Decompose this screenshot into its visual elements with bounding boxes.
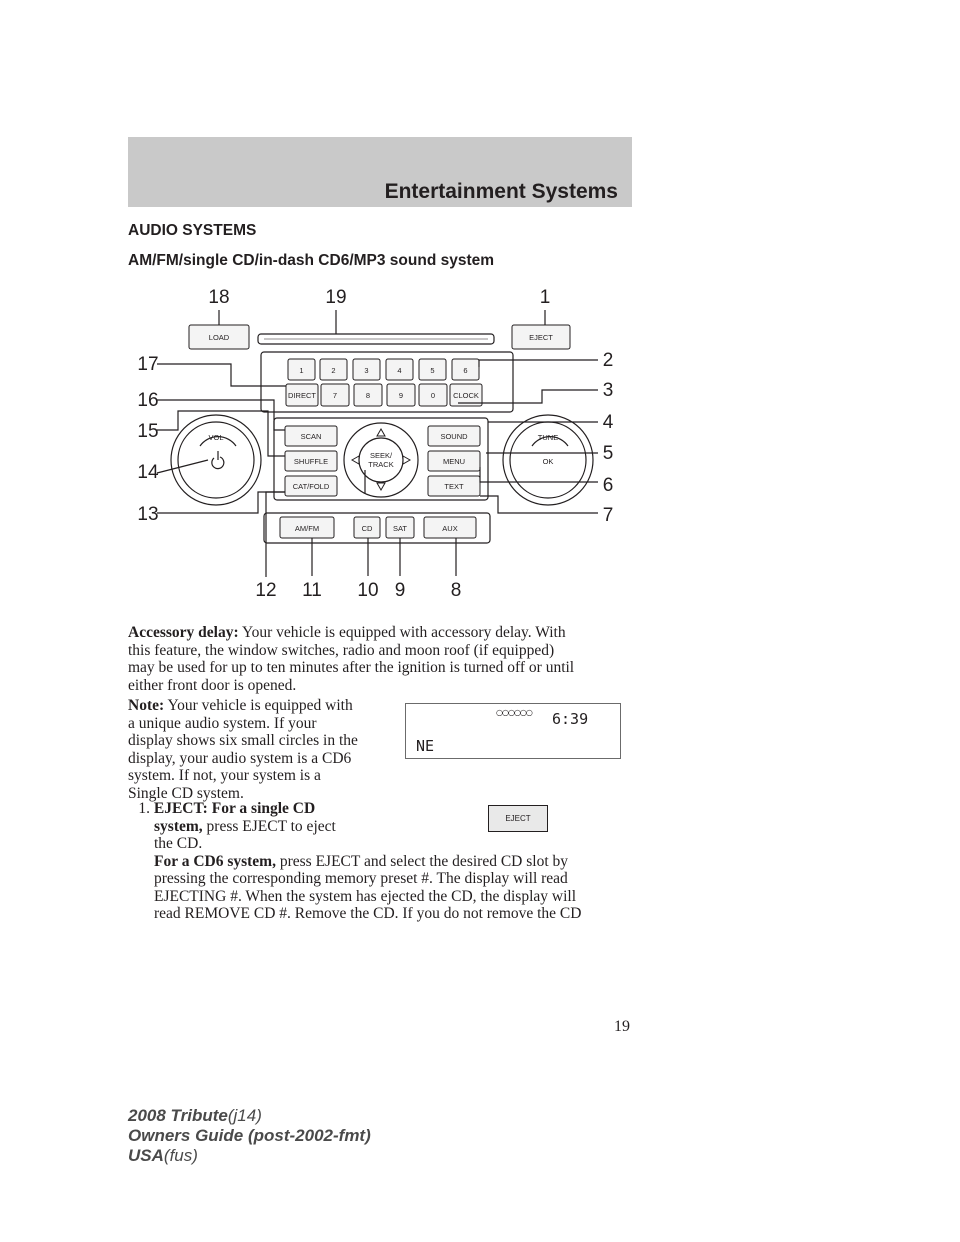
preset-8-button: 8: [365, 391, 371, 400]
cd6-display-figure: [405, 703, 621, 759]
callout-16: 16: [137, 390, 159, 411]
aux-button: AUX: [442, 524, 458, 533]
callout-19: 19: [325, 287, 347, 308]
note-line-4: display, your audio system is a CD6: [128, 749, 352, 767]
direct-button: DIRECT: [288, 391, 316, 400]
seek-down-arrow-icon: [377, 483, 385, 490]
footer-line-1: [128, 1106, 262, 1126]
sat-button: SAT: [392, 524, 408, 533]
callout-15: 15: [137, 421, 159, 442]
eject-line-3: the CD.: [154, 835, 203, 852]
shuffle-button: SHUFFLE: [293, 457, 329, 466]
preset-9-button: 9: [398, 391, 404, 400]
callout-10: 10: [357, 580, 379, 601]
preset-0-button: 0: [430, 391, 436, 400]
note-line-1: Your vehicle is equipped with: [167, 697, 353, 714]
callout-5: 5: [602, 443, 614, 464]
preset-5-button: 5: [430, 366, 435, 375]
accessory-line-4: either front door is opened.: [128, 676, 297, 694]
callout-13: 13: [137, 504, 159, 525]
note-line-6: Single CD system.: [128, 784, 244, 802]
accessory-line-2: this feature, the window switches, radio and moon roof (if equipped): [128, 641, 555, 659]
accessory-line-3: may be used for up to ten minutes after the ignition is turned off or until: [128, 659, 575, 676]
callout-9: 9: [394, 580, 406, 601]
preset-4-button: 4: [397, 366, 402, 375]
footer-guide: Owners Guide (post-2002-fmt): [128, 1126, 371, 1145]
seek-right-arrow-icon: [403, 456, 410, 464]
footer-model-code: (j14): [227, 1106, 262, 1125]
footer-model: 2008 Tribute: [128, 1106, 228, 1125]
cd6-bold: For a CD6 system,: [154, 852, 276, 870]
eject-button-figure: EJECT: [488, 805, 548, 832]
footer-market: USA: [128, 1146, 164, 1165]
callout-4: 4: [602, 412, 614, 433]
heading-sound-system: AM/FM/single CD/in-dash CD6/MP3 sound system: [128, 252, 495, 269]
callout-2: 2: [602, 350, 614, 371]
accessory-line-1: Your vehicle is equipped with accessory delay. With: [241, 624, 566, 641]
eject-bold-2: system,: [154, 817, 203, 835]
callout-14: 14: [137, 462, 159, 483]
cd6-line-2: pressing the corresponding memory preset #. The display will read: [154, 870, 568, 887]
ok-label: OK: [542, 457, 554, 466]
seek-track-label-2: TRACK: [368, 460, 394, 469]
callout-1: 1: [539, 287, 551, 308]
cd6-rest: press EJECT and select the desired CD slot by: [279, 852, 568, 870]
preset-1-button: 1: [299, 366, 304, 375]
accessory-delay-paragraph: [128, 624, 574, 694]
footer-market-code: (fus): [163, 1146, 198, 1165]
menu-button: MENU: [442, 457, 466, 466]
six-circles-indicator: ○○○○○○: [496, 708, 532, 717]
note-line-3: display shows six small circles in the: [128, 732, 358, 749]
footer-line-3: [128, 1146, 198, 1166]
cat-fold-button: CAT/FOLD: [292, 482, 330, 491]
preset-6-button: 6: [463, 366, 468, 375]
page-number: 19: [614, 1018, 630, 1035]
preset-7-button: 7: [332, 391, 338, 400]
item-number: 1.: [138, 800, 150, 817]
sound-button: SOUND: [440, 432, 468, 441]
callout-3: 3: [602, 380, 614, 401]
cd6-line-3: EJECTING #. When the system has ejected the CD, the display will: [154, 887, 577, 905]
note-line-5: system. If not, your system is a: [128, 767, 321, 784]
callout-8: 8: [450, 580, 462, 601]
clock-button: CLOCK: [453, 391, 479, 400]
heading-audio-systems: AUDIO SYSTEMS: [128, 222, 257, 239]
text-button: TEXT: [444, 482, 464, 491]
radio-faceplate-diagram: [128, 280, 632, 610]
display-time: 6:39: [552, 710, 589, 728]
callout-12: 12: [255, 580, 277, 601]
load-button: LOAD: [208, 333, 230, 342]
callout-17: 17: [137, 354, 159, 375]
accessory-delay-label: Accessory delay:: [128, 624, 239, 641]
seek-track-label-1: SEEK/: [369, 451, 393, 460]
cd-button: CD: [361, 524, 373, 533]
seek-left-arrow-icon: [352, 456, 359, 464]
eject-bold-1: EJECT: For a single CD: [153, 800, 316, 817]
eject-button: EJECT: [529, 333, 553, 342]
am-fm-button: AM/FM: [294, 524, 320, 533]
vol-label: VOL: [208, 433, 224, 442]
callout-6: 6: [602, 475, 614, 496]
preset-3-button: 3: [364, 366, 369, 375]
note-label: Note:: [128, 697, 165, 714]
cd6-line-4: read REMOVE CD #. Remove the CD. If you do not remove the CD: [154, 905, 582, 922]
display-mode: NE: [416, 737, 435, 755]
tune-label: TUNE: [537, 433, 559, 442]
section-title: Entertainment Systems: [384, 180, 618, 203]
eject-rest-2: press EJECT to eject: [206, 817, 336, 835]
seek-up-arrow-icon: [377, 429, 385, 436]
callout-11: 11: [302, 580, 322, 601]
note-paragraph: [128, 697, 358, 802]
note-line-2: a unique audio system. If your: [128, 714, 317, 732]
preset-2-button: 2: [331, 366, 336, 375]
callout-7: 7: [602, 505, 614, 526]
scan-button: SCAN: [300, 432, 322, 441]
callout-18: 18: [208, 287, 230, 308]
